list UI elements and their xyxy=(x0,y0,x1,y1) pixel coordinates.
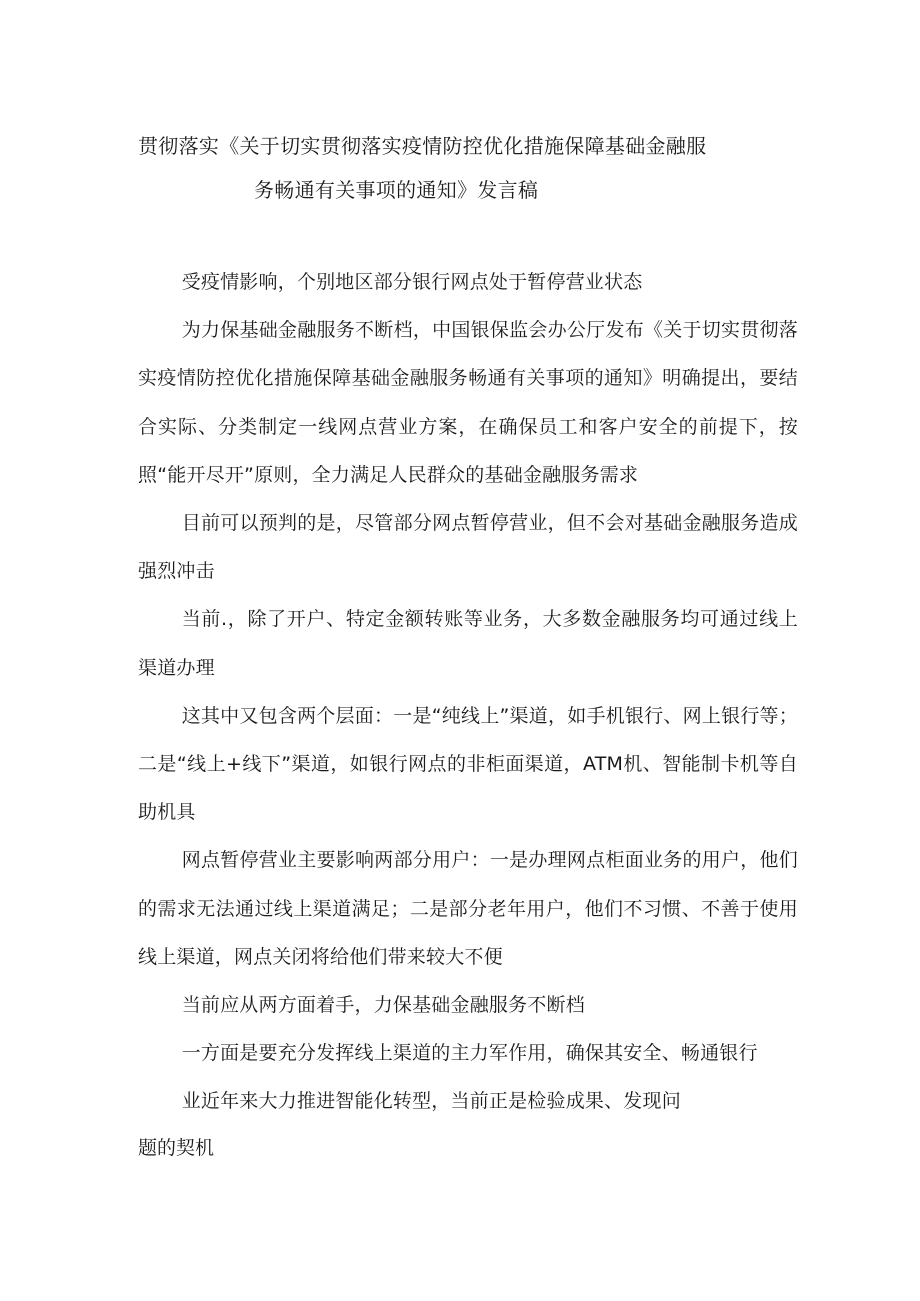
paragraph: 为力保基础金融服务不断档，中国银保监会办公厅发布《关于切实贯彻落实疫情防控优化措施保障基础金融服务畅通有关事项的通知》明确提出，要结合实际、分类制定一线网点营业方案，在确保员工和客户安全的前提下，按照“能开尽开”原则，全力满足人民群众的基础金融服务需求 xyxy=(138,319,798,486)
paragraph-tail: 题的契机 xyxy=(138,1137,215,1159)
paragraph: 网点暂停营业主要影响两部分用户：一是办理网点柜面业务的用户，他们的需求无法通过线上渠道满足；二是部分老年用户，他们不习惯、不善于使用线上渠道，网点关闭将给他们带来较大不便 xyxy=(138,849,798,968)
title-line-2: 务畅通有关事项的通知》发言稿 xyxy=(254,178,539,202)
title-line-1: 贯彻落实《关于切实贯彻落实疫情防控优化措施保障基础金融服 xyxy=(138,134,707,158)
paragraph: 业近年来大力推进智能化转型，当前正是检验成果、发现问 xyxy=(181,1090,681,1113)
paragraph: 当前.，除了开户、特定金额转账等业务，大多数金融服务均可通过线上渠道办理 xyxy=(138,608,798,679)
paragraph: 这其中又包含两个层面：一是“纯线上”渠道，如手机银行、网上银行等；二是“线上+线下”渠道，如银行网点的非柜面渠道，ATM机、智能制卡机等自助机具 xyxy=(138,704,798,824)
paragraph: 受疫情影响，个别地区部分银行网点处于暂停营业状态 xyxy=(181,271,643,293)
paragraph: 目前可以预判的是，尽管部分网点暂停营业，但不会对基础金融服务造成强烈冲击 xyxy=(138,512,798,583)
document-title xyxy=(138,124,838,212)
paragraph: 一方面是要充分发挥线上渠道的主力军作用，确保其安全、畅通银行 xyxy=(181,1042,758,1065)
document-body xyxy=(138,258,798,1126)
paragraph: 当前应从两方面着手，力保基础金融服务不断档 xyxy=(181,994,585,1017)
